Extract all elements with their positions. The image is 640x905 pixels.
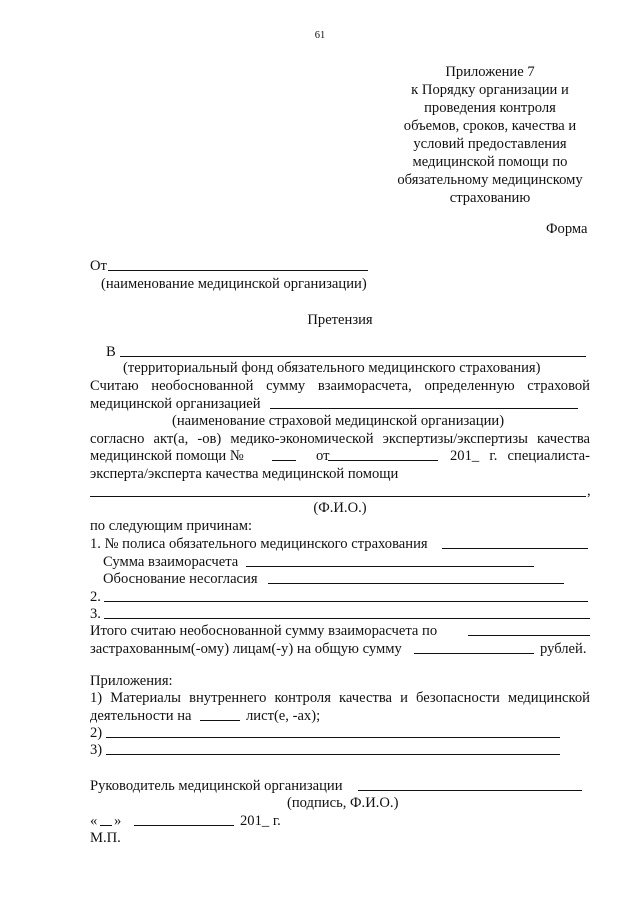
sum-blank[interactable] <box>246 566 534 567</box>
expert-fio-blank[interactable] <box>90 496 586 497</box>
total-line: застрахованным(-ому) лицам(-у) на общую сумму <box>90 641 402 657</box>
body-line: медицинской помощи № <box>90 448 244 464</box>
appendix-line: к Порядку организации и <box>411 82 569 98</box>
total-persons-blank[interactable] <box>468 635 590 636</box>
smo-name-blank[interactable] <box>270 408 578 409</box>
from-org-blank[interactable] <box>108 270 368 271</box>
appendix-line: страхованию <box>449 190 531 206</box>
disagree-label: Обоснование несогласия <box>103 571 258 587</box>
document-title: Претензия <box>307 312 373 328</box>
attachment-3-blank[interactable] <box>106 754 560 755</box>
stamp-label: М.П. <box>90 830 121 846</box>
date-close-quote: » <box>114 813 122 829</box>
body-line: эксперта/эксперта качества медицинской помощи <box>90 466 399 482</box>
date-year: 201_ г. <box>240 813 281 829</box>
reason-item-2: 2. <box>90 589 101 605</box>
disagree-blank[interactable] <box>268 583 564 584</box>
page-number: 61 <box>314 30 326 41</box>
appendix-line: условий предоставления <box>413 136 567 152</box>
rubles-label: рублей. <box>540 641 587 657</box>
date-open-quote: « <box>90 813 98 829</box>
smo-caption: (наименование страховой медицинской организации) <box>172 413 505 429</box>
act-date-blank[interactable] <box>328 460 438 461</box>
appendix-line: объемов, сроков, качества и <box>403 118 577 134</box>
attachment-item-1-end: лист(е, -ах); <box>246 708 321 724</box>
body-line: Считаю необоснованной сумму взаиморасчета, определенную страховой <box>90 378 590 394</box>
sheets-count-blank[interactable] <box>200 720 240 721</box>
attachment-2-blank[interactable] <box>106 737 560 738</box>
sum-label: Сумма взаиморасчета <box>103 554 239 570</box>
head-label: Руководитель медицинской организации <box>90 778 343 794</box>
date-month-blank[interactable] <box>134 825 234 826</box>
policy-number-blank[interactable] <box>442 548 588 549</box>
body-line: 201_ г. специалиста- <box>450 448 590 464</box>
attachment-item-3: 3) <box>90 742 103 758</box>
reason-3-blank[interactable] <box>104 618 590 619</box>
appendix-line: медицинской помощи по <box>412 154 568 170</box>
reason-item-3: 3. <box>90 606 101 622</box>
reason-2-blank[interactable] <box>104 601 588 602</box>
date-day-blank[interactable] <box>100 825 112 826</box>
to-prefix: В <box>106 344 116 360</box>
attachment-item-1-cont: деятельности на <box>90 708 192 724</box>
from-caption: (наименование медицинской организации) <box>101 276 367 292</box>
fio-caption: (Ф.И.О.) <box>313 500 367 516</box>
attachment-item-2: 2) <box>90 725 103 741</box>
attachments-header: Приложения: <box>90 673 173 689</box>
attachment-item-1: 1) Материалы внутреннего контроля качества и безопасности медицинской <box>90 690 590 706</box>
total-sum-blank[interactable] <box>414 653 534 654</box>
body-line: медицинской организацией <box>90 396 261 412</box>
signature-caption: (подпись, Ф.И.О.) <box>287 795 399 811</box>
head-signature-blank[interactable] <box>358 790 582 791</box>
to-fund-blank[interactable] <box>120 356 586 357</box>
appendix-line: обязательному медицинскому <box>397 172 583 188</box>
from-prefix: От <box>90 258 107 274</box>
body-line: от <box>316 448 330 464</box>
appendix-line: Приложение 7 <box>445 64 535 80</box>
form-label: Форма <box>546 221 588 237</box>
act-number-blank[interactable] <box>272 460 296 461</box>
reasons-intro: по следующим причинам: <box>90 518 252 534</box>
appendix-line: проведения контроля <box>424 100 556 116</box>
total-line: Итого считаю необоснованной сумму взаиморасчета по <box>90 623 438 639</box>
body-line: согласно акт(а, -ов) медико-экономической экспертизы/экспертизы качества <box>90 431 590 447</box>
reason-item-1: 1. № полиса обязательного медицинского страхования <box>90 536 428 552</box>
comma: , <box>587 483 591 499</box>
to-caption: (территориальный фонд обязательного медицинского страхования) <box>123 360 541 376</box>
